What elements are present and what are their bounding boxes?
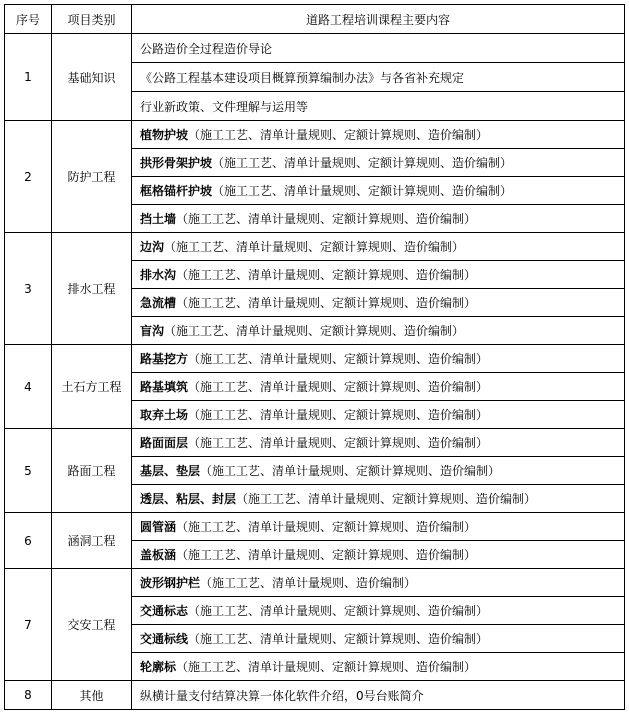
content-cell <box>132 261 625 289</box>
item-name: 路面面层 <box>140 436 189 450</box>
content-cell <box>132 597 625 625</box>
header-row <box>5 5 625 34</box>
item-detail: （施工工艺、清单计量规则、定额计算规则、造价编制） <box>212 184 513 198</box>
item-name: 交通标志 <box>140 604 189 618</box>
category-cell: 其他 <box>52 681 132 710</box>
content-cell <box>132 485 625 513</box>
table-row <box>5 345 625 373</box>
course-table <box>4 4 625 710</box>
item-name: 轮廓标 <box>140 660 177 674</box>
content-cell <box>132 92 625 121</box>
content-cell <box>132 317 625 345</box>
seq-cell: 1 <box>5 34 52 121</box>
item-detail: （施工工艺、清单计量规则、定额计算规则、造价编制） <box>188 436 489 450</box>
content-cell <box>132 233 625 261</box>
item-name: 框格锚杆护坡 <box>140 184 213 198</box>
item-name: 路基挖方 <box>140 352 189 366</box>
category-cell: 交安工程 <box>52 569 132 681</box>
category-cell: 防护工程 <box>52 121 132 233</box>
category-cell: 路面工程 <box>52 429 132 513</box>
item-detail: （施工工艺、清单计量规则、造价编制） <box>200 576 417 590</box>
category-cell: 排水工程 <box>52 233 132 345</box>
item-name: 交通标线 <box>140 632 189 646</box>
table-body <box>5 34 625 710</box>
table-row <box>5 429 625 457</box>
content-cell <box>132 205 625 233</box>
header-category: 项目类别 <box>52 5 132 34</box>
table-row <box>5 121 625 149</box>
item-name: 基层、垫层 <box>140 464 201 478</box>
item-detail: （施工工艺、清单计量规则、定额计算规则、造价编制） <box>176 520 477 534</box>
header-content: 道路工程培训课程主要内容 <box>132 5 625 34</box>
item-detail: （施工工艺、清单计量规则、定额计算规则、造价编制） <box>188 352 489 366</box>
seq-cell: 4 <box>5 345 52 429</box>
content-cell <box>132 63 625 92</box>
content-cell <box>132 177 625 205</box>
seq-cell: 8 <box>5 681 52 710</box>
content-text: 《公路工程基本建设项目概算预算编制办法》与各省补充规定 <box>140 70 465 85</box>
item-name: 透层、粘层、封层 <box>140 492 237 506</box>
item-name: 盲沟 <box>140 324 165 338</box>
item-name: 盖板涵 <box>140 548 177 562</box>
item-detail: （施工工艺、清单计量规则、定额计算规则、造价编制） <box>164 324 465 338</box>
content-text: 行业新政策、文件理解与运用等 <box>140 99 309 114</box>
item-detail: （施工工艺、清单计量规则、定额计算规则、造价编制） <box>176 212 477 226</box>
item-detail: （施工工艺、清单计量规则、定额计算规则、造价编制） <box>188 632 489 646</box>
content-cell <box>132 681 625 710</box>
category-cell: 涵洞工程 <box>52 513 132 569</box>
item-detail: （施工工艺、清单计量规则、定额计算规则、造价编制） <box>176 268 477 282</box>
item-name: 取弃土场 <box>140 408 189 422</box>
item-name: 挡土墙 <box>140 212 177 226</box>
content-cell <box>132 513 625 541</box>
header-seq: 序号 <box>5 5 52 34</box>
table-row <box>5 681 625 710</box>
item-detail: （施工工艺、清单计量规则、定额计算规则、造价编制） <box>164 240 465 254</box>
seq-cell: 6 <box>5 513 52 569</box>
category-cell: 基础知识 <box>52 34 132 121</box>
seq-cell: 7 <box>5 569 52 681</box>
item-name: 植物护坡 <box>140 128 189 142</box>
content-cell <box>132 653 625 681</box>
item-name: 圆管涵 <box>140 520 177 534</box>
seq-cell: 2 <box>5 121 52 233</box>
category-cell: 土石方工程 <box>52 345 132 429</box>
item-detail: （施工工艺、清单计量规则、定额计算规则、造价编制） <box>212 156 513 170</box>
content-text: 纵横计量支付结算决算一体化软件介绍，0号台账简介 <box>140 688 424 703</box>
table-row <box>5 34 625 63</box>
item-detail: （施工工艺、清单计量规则、定额计算规则、造价编制） <box>188 604 489 618</box>
content-cell <box>132 541 625 569</box>
content-cell <box>132 569 625 597</box>
content-cell <box>132 34 625 63</box>
content-cell <box>132 429 625 457</box>
seq-cell: 5 <box>5 429 52 513</box>
content-cell <box>132 373 625 401</box>
item-detail: （施工工艺、清单计量规则、定额计算规则、造价编制） <box>188 408 489 422</box>
content-cell <box>132 401 625 429</box>
item-detail: （施工工艺、清单计量规则、定额计算规则、造价编制） <box>236 492 537 506</box>
item-name: 拱形骨架护坡 <box>140 156 213 170</box>
item-name: 排水沟 <box>140 268 177 282</box>
item-detail: （施工工艺、清单计量规则、定额计算规则、造价编制） <box>176 548 477 562</box>
item-detail: （施工工艺、清单计量规则、定额计算规则、造价编制） <box>176 660 477 674</box>
item-name: 边沟 <box>140 240 165 254</box>
content-cell <box>132 345 625 373</box>
table-row <box>5 513 625 541</box>
content-cell <box>132 457 625 485</box>
item-detail: （施工工艺、清单计量规则、定额计算规则、造价编制） <box>188 380 489 394</box>
item-detail: （施工工艺、清单计量规则、定额计算规则、造价编制） <box>200 464 501 478</box>
item-detail: （施工工艺、清单计量规则、定额计算规则、造价编制） <box>188 128 489 142</box>
seq-cell: 3 <box>5 233 52 345</box>
content-cell <box>132 121 625 149</box>
content-cell <box>132 289 625 317</box>
content-text: 公路造价全过程造价导论 <box>140 41 273 56</box>
content-cell <box>132 149 625 177</box>
table-row <box>5 233 625 261</box>
item-detail: （施工工艺、清单计量规则、定额计算规则、造价编制） <box>176 296 477 310</box>
item-name: 路基填筑 <box>140 380 189 394</box>
table-row <box>5 569 625 597</box>
item-name: 急流槽 <box>140 296 177 310</box>
item-name: 波形钢护栏 <box>140 576 201 590</box>
content-cell <box>132 625 625 653</box>
